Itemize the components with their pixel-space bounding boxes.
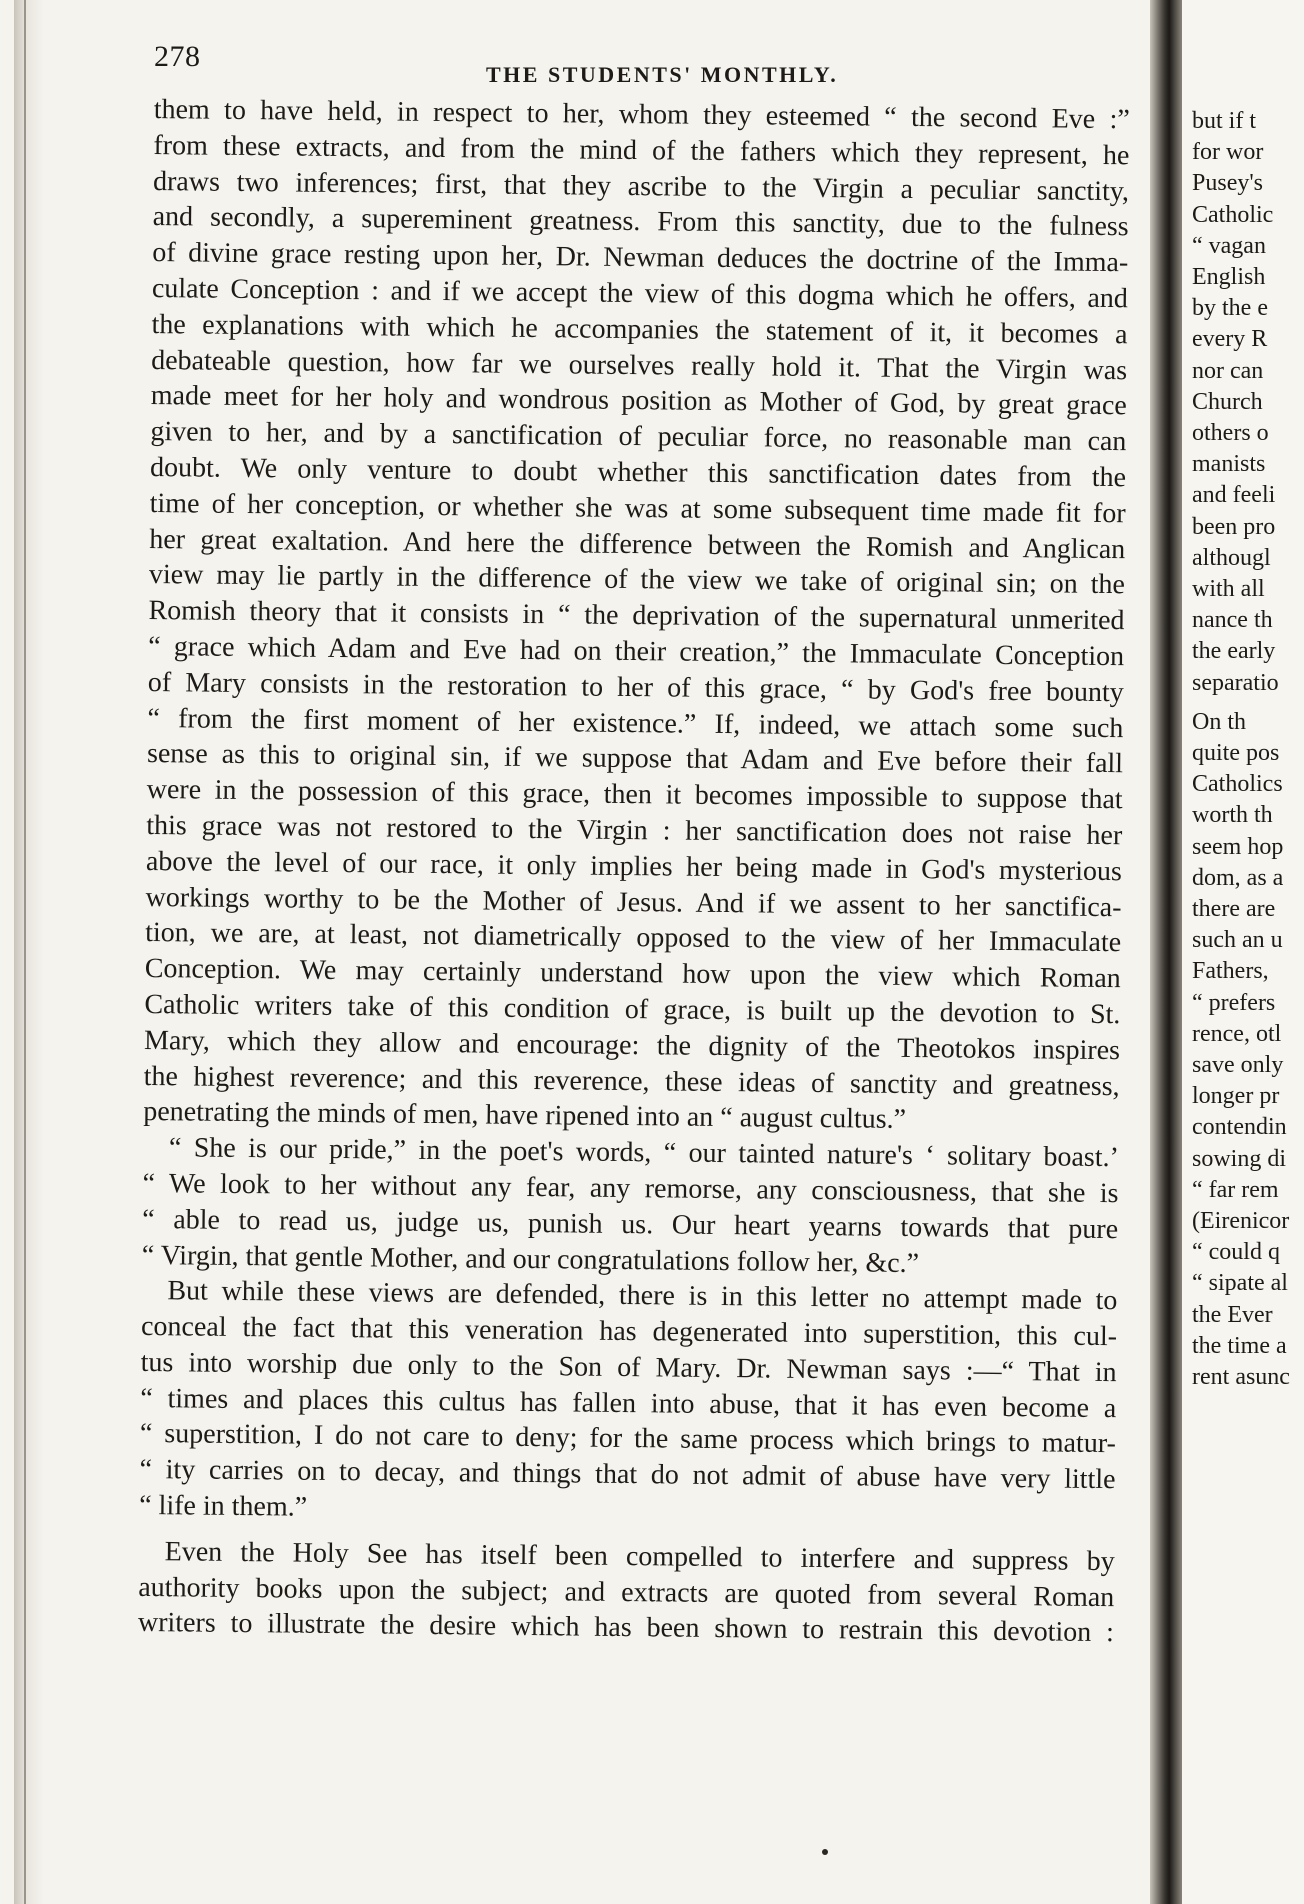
facing-page-line: sowing di <box>1192 1145 1287 1172</box>
text-line: “ life in them.” <box>139 1490 308 1523</box>
facing-page-line: Pusey's <box>1192 170 1264 197</box>
text-line: “ grace which Adam and Eve had on their creation,” the Immaculate Conception <box>148 630 1125 673</box>
binding-rule <box>24 0 26 1904</box>
book-gutter <box>1150 0 1182 1904</box>
facing-page-line: “ vagan <box>1192 232 1266 259</box>
text-line: time of her conception, or whether she was at some subsequent time made fit for <box>149 487 1126 529</box>
text-line: “ times and places this cultus has fallen into abuse, that it has even become a <box>140 1382 1117 1424</box>
text-line: above the level of our race, it only implies her being made in God's mysterious <box>145 845 1123 887</box>
page-number: 278 <box>154 40 201 73</box>
facing-page-line: separatio <box>1192 669 1279 696</box>
text-line: Catholic writers take of this condition of grace, is built up the devotion to St. <box>144 988 1121 1031</box>
facing-page-line: save only <box>1192 1052 1284 1078</box>
text-line: Romish theory that it consists in “ the deprivation of the supernatural unmerited <box>148 595 1125 637</box>
facing-page-line: On th <box>1192 708 1246 735</box>
facing-page-line: the time a <box>1192 1332 1287 1359</box>
text-line: this grace was not restored to the Virgin : her sanctification does not raise her <box>146 809 1123 852</box>
running-head: THE STUDENTS' MONTHLY. <box>486 62 839 87</box>
facing-page-line: dom, as a <box>1192 864 1284 891</box>
facing-page-line: with all <box>1192 576 1265 602</box>
facing-page-line: althougl <box>1192 544 1271 571</box>
text-line: tus into worship due only to the Son of Mary. Dr. Newman says :—“ That in <box>140 1346 1117 1389</box>
text-line: them to have held, in respect to her, whom they esteemed “ the second Eve :” <box>153 93 1130 136</box>
facing-page-line: rence, otl <box>1192 1020 1282 1047</box>
text-line: of Mary consists in the restoration to her of this grace, “ by God's free bounty <box>147 666 1124 708</box>
facing-page-line: worth th <box>1192 802 1273 829</box>
facing-page-line: “ sipate al <box>1192 1270 1288 1297</box>
text-line: given to her, and by a sanctification of peculiar force, no reasonable man can <box>150 416 1127 458</box>
text-line: sense as this to original sin, if we suppose that Adam and Eve before their fall <box>146 738 1124 780</box>
facing-page-line: Fathers, <box>1192 958 1269 985</box>
text-line: “ We look to her without any fear, any remorse, any consciousness, that she is <box>142 1167 1119 1210</box>
facing-page-line: and feeli <box>1192 482 1276 509</box>
facing-page-line: by the e <box>1192 295 1268 322</box>
facing-page-line: the Ever <box>1192 1301 1273 1328</box>
text-line: Conception. We may certainly understand how upon the view which Roman <box>144 953 1121 995</box>
facing-page-line: for wor <box>1192 139 1264 166</box>
facing-page-line: there are <box>1192 896 1276 922</box>
facing-page-line: “ could q <box>1192 1239 1280 1266</box>
text-line: of divine grace resting upon her, Dr. Newman deduces the doctrine of the Imma- <box>152 237 1129 279</box>
text-line: from these extracts, and from the mind of the fathers which they represent, he <box>153 129 1130 172</box>
facing-page-line: “ far rem <box>1192 1176 1279 1203</box>
text-line: “ ity carries on to decay, and things that do not admit of abuse have very little <box>139 1454 1116 1496</box>
text-line: the highest reverence; and this reverence, these ideas of sanctity and greatness, <box>143 1060 1120 1102</box>
text-line: Mary, which they allow and encourage: the dignity of the Theotokos inspires <box>143 1024 1121 1066</box>
text-line: her great exaltation. And here the difference between the Romish and Anglican <box>149 523 1126 565</box>
facing-page-line: others o <box>1192 420 1269 446</box>
facing-page-line: Church <box>1192 388 1263 415</box>
text-line: doubt. We only venture to doubt whether this sanctification dates from the <box>149 451 1127 494</box>
text-line: “ superstition, I do not care to deny; for the same process which brings to matur- <box>139 1418 1117 1460</box>
facing-page <box>1182 0 1304 1904</box>
body-text <box>138 92 1130 1651</box>
facing-page-line: longer pr <box>1192 1083 1280 1110</box>
page-binding <box>14 0 44 1904</box>
facing-page-line: every R <box>1192 326 1268 353</box>
facing-page-line: contendin <box>1192 1114 1287 1141</box>
text-line: debateable question, how far we ourselves really hold it. That the Virgin was <box>151 344 1128 386</box>
text-line: authority books upon the subject; and extracts are quoted from several Roman <box>138 1571 1115 1613</box>
text-line: “ She is our pride,” in the poet's words, “ our tainted nature's ‘ solitary boast.’ <box>168 1132 1120 1174</box>
text-line: tion, we are, at least, not diametrically opposed to the view of her Immaculate <box>145 917 1122 959</box>
text-line: conceal the fact that this veneration has degenerated into superstition, this cul- <box>140 1311 1118 1353</box>
text-line: penetrating the minds of men, have ripened into an “ august cultus.” <box>143 1096 907 1136</box>
text-line: “ Virgin, that gentle Mother, and our congratulations follow her, &c.” <box>141 1239 920 1279</box>
text-line: culate Conception : and if we accept the view of this dogma which he offers, and <box>151 272 1129 315</box>
facing-page-line: Catholics <box>1192 771 1283 798</box>
text-line: made meet for her holy and wondrous position as Mother of God, by great grace <box>150 380 1127 422</box>
text-line: “ able to read us, judge us, punish us. Our heart yearns towards that pure <box>142 1203 1119 1245</box>
text-line: workings worthy to be the Mother of Jesus. And if we assent to her sanctifica- <box>145 881 1122 923</box>
text-line: But while these views are defended, there is in this letter no attempt made to <box>167 1275 1118 1317</box>
facing-page-line: manists <box>1192 451 1266 478</box>
text-line: the explanations with which he accompanies the statement of it, it becomes a <box>151 308 1128 350</box>
facing-page-line: nor can <box>1192 357 1264 384</box>
text-line: were in the possession of this grace, then it becomes impossible to suppose that <box>146 774 1123 816</box>
facing-page-line: English <box>1192 264 1266 290</box>
text-line: writers to illustrate the desire which has been shown to restrain this devotion : <box>137 1607 1115 1649</box>
text-line: and secondly, a supereminent greatness. From this sanctity, due to the fulness <box>152 201 1129 243</box>
facing-page-line: been pro <box>1192 513 1276 540</box>
text-line: view may lie partly in the difference of the view we take of original sin; on the <box>148 559 1126 601</box>
text-line: Even the Holy See has itself been compelled to interfere and suppress by <box>164 1536 1115 1578</box>
facing-page-line: (Eirenicor <box>1192 1208 1290 1234</box>
facing-page-line: such an u <box>1192 927 1283 954</box>
facing-page-line: the early <box>1192 638 1276 665</box>
facing-page-line: “ prefers <box>1192 989 1276 1016</box>
facing-page-line: Catholic <box>1192 201 1274 228</box>
facing-page-line: rent asunc <box>1192 1364 1290 1390</box>
text-line: draws two inferences; first, that they ascribe to the Virgin a peculiar sanctity, <box>152 165 1130 207</box>
facing-page-line: but if t <box>1192 108 1256 134</box>
facing-page-line: seem hop <box>1192 833 1284 860</box>
facing-page-line: nance th <box>1192 607 1273 634</box>
text-line: “ from the first moment of her existence.” If, indeed, we attach some such <box>147 702 1124 744</box>
print-mark <box>822 1849 828 1855</box>
facing-page-line: quite pos <box>1192 740 1280 766</box>
